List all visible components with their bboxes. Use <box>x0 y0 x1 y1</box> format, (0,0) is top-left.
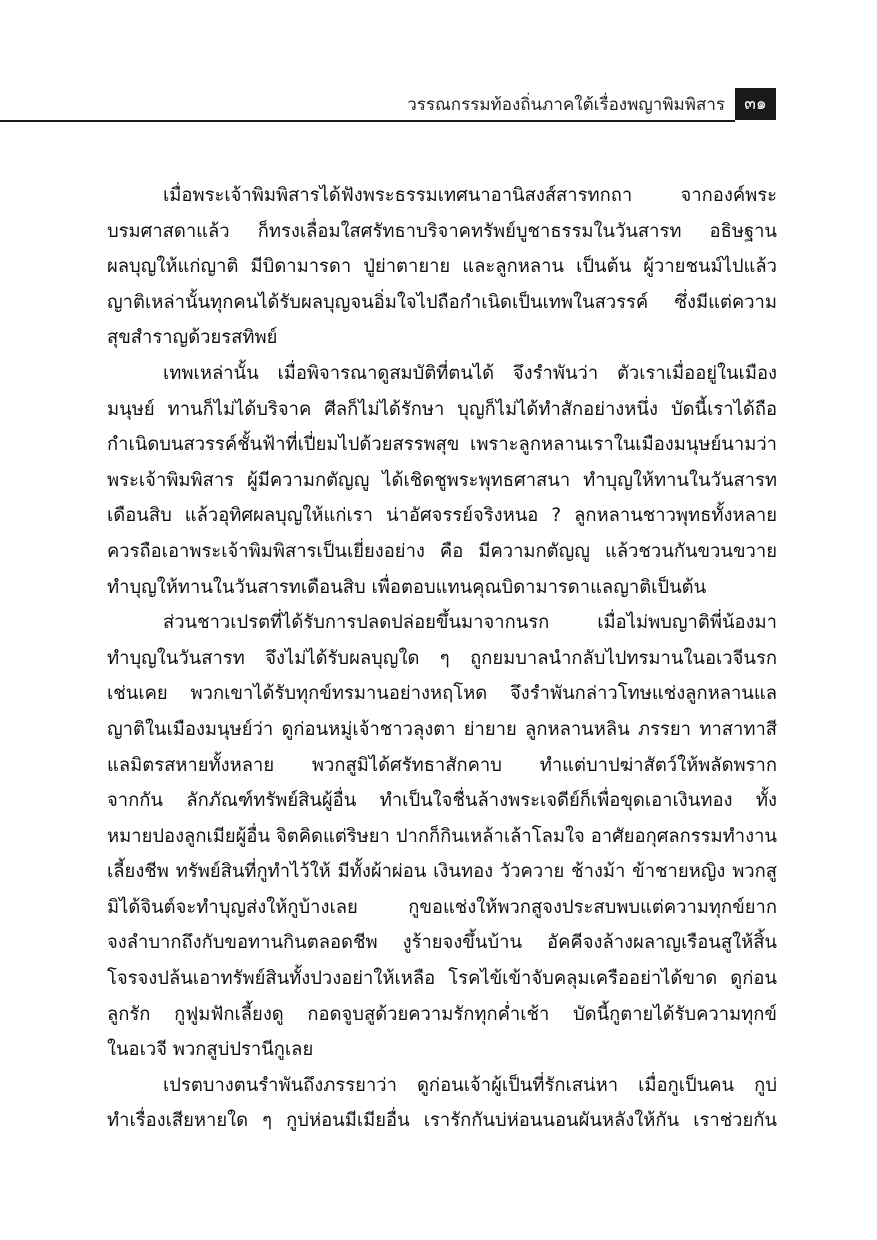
paragraph-line: จงลำบากถึงกับขอทานกินตลอดชีพ งูร้ายจงขึ้นบ้าน อัคคีจงล้างผลาญเรือนสูให้สิ้น <box>107 932 777 954</box>
paragraph-line: บรมศาสดาแล้ว ก็ทรงเลื่อมใสศรัทธาบริจาคทรัพย์บูชาธรรมในวันสารท อธิษฐาน <box>107 220 777 242</box>
paragraph-line: พระเจ้าพิมพิสาร ผู้มีความกตัญญู ได้เชิดชูพระพุทธศาสนา ทำบุญให้ทานในวันสารท <box>107 469 777 491</box>
running-header <box>0 86 877 126</box>
paragraph-line: ทำบุญให้ทานในวันสารทเดือนสิบ เพื่อตอบแทนคุณบิดามารดาแลญาติเป็นต้น <box>107 576 707 598</box>
paragraph-line: ลูกรัก กูฟูมฟักเลี้ยงดู กอดจูบสูด้วยความรักทุกค่ำเช้า บัดนี้กูตายได้รับความทุกข์ <box>107 1003 777 1025</box>
header-rule <box>0 120 735 122</box>
paragraph-line: โจรจงปล้นเอาทรัพย์สินทั้งปวงอย่าให้เหลือ โรคไข้เข้าจับคลุมเครืออย่าได้ขาด ดูก่อน <box>107 968 777 990</box>
paragraph-line: มนุษย์ ทานก็ไม่ได้บริจาค ศีลก็ไม่ได้รักษา บุญก็ไม่ได้ทำสักอย่างหนึ่ง บัดนี้เราได้ถือ <box>107 398 777 420</box>
paragraph-line: ควรถือเอาพระเจ้าพิมพิสารเป็นเยี่ยงอย่าง คือ มีความกตัญญู แล้วชวนกันขวนขวาย <box>107 540 777 562</box>
paragraph-line: แลมิตรสหายทั้งหลาย พวกสูมิได้ศรัทธาสักคาบ ทำแต่บาปฆ่าสัตว์ให้พลัดพราก <box>107 754 777 776</box>
paragraph-line: มิได้จินต์จะทำบุญส่งให้กูบ้างเลย กูขอแช่งให้พวกสูจงประสบพบแต่ความทุกข์ยาก <box>107 896 777 918</box>
paragraph-line: เช่นเคย พวกเขาได้รับทุกข์ทรมานอย่างหฤโหด จึงรำพันกล่าวโทษแช่งลูกหลานแล <box>107 683 777 705</box>
paragraph-line: ทำเรื่องเสียหายใด ๆ กูบ่ห่อนมีเมียอื่น เรารักกันบ่ห่อนนอนผันหลังให้กัน เราช่วยกัน <box>107 1110 777 1132</box>
paragraph-line: ทำบุญในวันสารท จึงไม่ได้รับผลบุญใด ๆ ถูกยมบาลนำกลับไปทรมานในอเวจีนรก <box>107 647 777 669</box>
page-number-badge: ๓๑ <box>735 88 776 120</box>
paragraph-line: เทพเหล่านั้น เมื่อพิจารณาดูสมบัติที่ตนได้ จึงรำพันว่า ตัวเราเมื่ออยู่ในเมือง <box>163 362 777 384</box>
running-header-title: วรรณกรรมท้องถิ่นภาคใต้เรื่องพญาพิมพิสาร <box>407 95 725 115</box>
paragraph-line: หมายปองลูกเมียผู้อื่น จิตคิดแต่ริษยา ปากก็กินเหล้าเล้าโลมใจ อาศัยอกุศลกรรมทำงาน <box>107 825 777 847</box>
paragraph-line: กำเนิดบนสวรรค์ชั้นฟ้าที่เปี่ยมไปด้วยสรรพสุข เพราะลูกหลานเราในเมืองมนุษย์นามว่า <box>107 434 777 456</box>
paragraph-line: จากกัน ลักภัณฑ์ทรัพย์สินผู้อื่น ทำเป็นใจชื่นล้างพระเจดีย์ก็เพื่อขุดเอาเงินทอง ทั้ง <box>107 790 777 812</box>
paragraph-line: สุขสำราญด้วยรสทิพย์ <box>107 327 278 349</box>
paragraph-line: ผลบุญให้แก่ญาติ มีบิดามารดา ปู่ย่าตายาย และลูกหลาน เป็นต้น ผู้วายชนม์ไปแล้ว <box>107 256 777 278</box>
paragraph-line: เดือนสิบ แล้วอุทิศผลบุญให้แก่เรา น่าอัศจรรย์จริงหนอ ? ลูกหลานชาวพุทธทั้งหลาย <box>107 505 777 527</box>
paragraph-line: เลี้ยงชีพ ทรัพย์สินที่กูทำไว้ให้ มีทั้งผ้าผ่อน เงินทอง วัวควาย ช้างม้า ข้าชายหญิง พวกสู <box>107 861 777 883</box>
paragraph-line: เปรตบางตนรำพันถึงภรรยาว่า ดูก่อนเจ้าผู้เป็นที่รักเสน่หา เมื่อกูเป็นคน กูบ่ <box>163 1074 777 1096</box>
paragraph-line: ญาติเหล่านั้นทุกคนได้รับผลบุญจนอิ่มใจไปถือกำเนิดเป็นเทพในสวรรค์ ซึ่งมีแต่ความ <box>107 291 777 313</box>
paragraph-line: ส่วนชาวเปรตที่ได้รับการปลดปล่อยขึ้นมาจากนรก เมื่อไม่พบญาติพี่น้องมา <box>163 612 777 634</box>
body-text <box>107 178 777 1139</box>
paragraph-line: ในอเวจี พวกสูบ่ปรานีกูเลย <box>107 1039 314 1061</box>
paragraph-line: เมื่อพระเจ้าพิมพิสารได้ฟังพระธรรมเทศนาอานิสงส์สารทกถา จากองค์พระ <box>163 185 777 206</box>
paragraph-line: ญาติในเมืองมนุษย์ว่า ดูก่อนหมู่เจ้าชาวลุงตา ย่ายาย ลูกหลานหลิน ภรรยา ทาสาทาสี <box>107 718 777 740</box>
